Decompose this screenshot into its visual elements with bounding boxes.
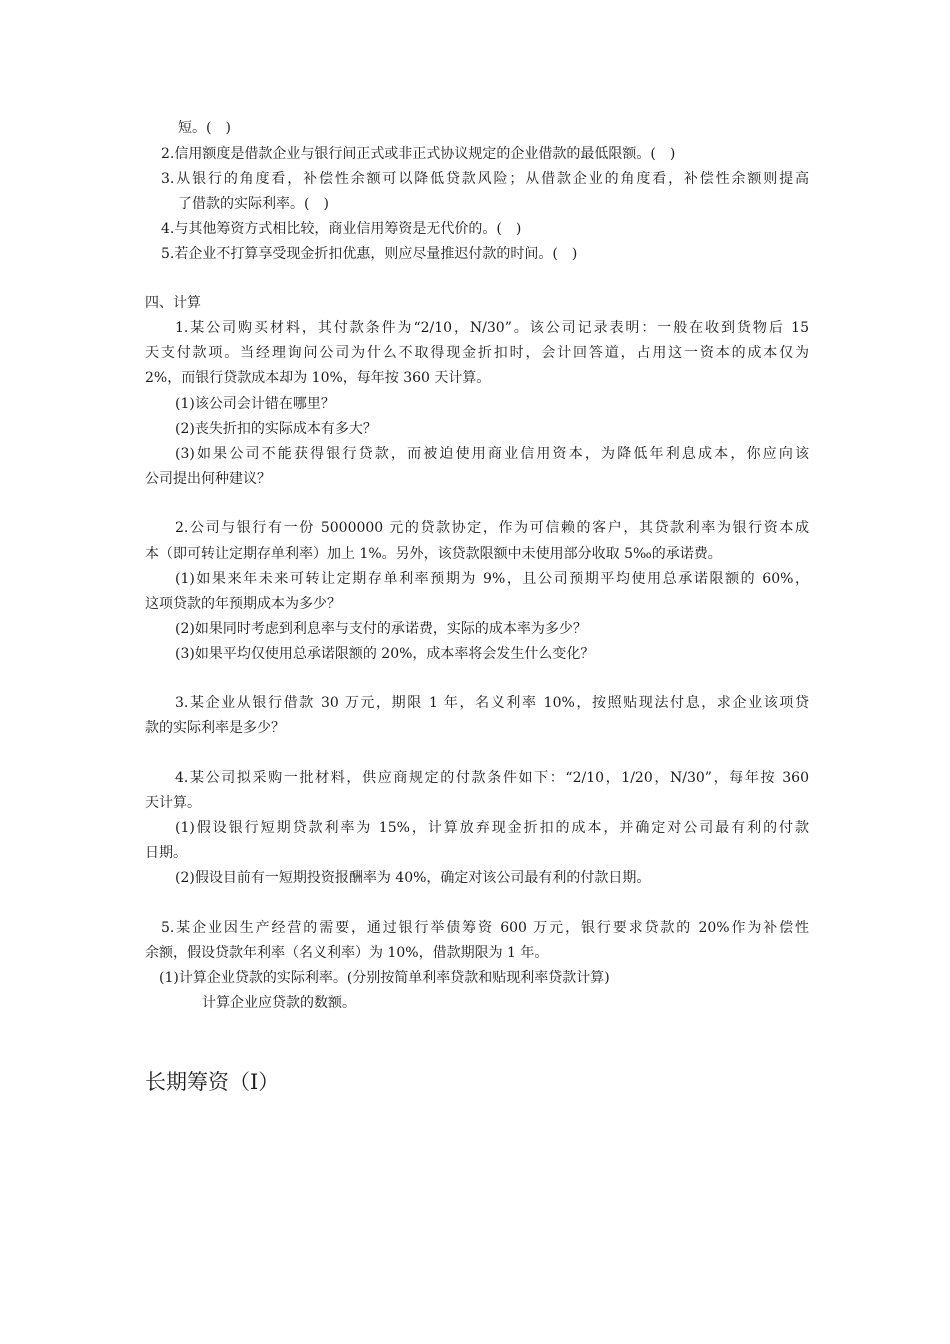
tf-item-1-tail: 短。( ) (178, 120, 231, 136)
tf-item-5: 5.若企业不打算享受现金折扣优惠，则应尽量推迟付款的时间。( ) (161, 246, 578, 262)
tf-item-3-line-2: 了借款的实际利率。( ) (178, 196, 329, 212)
section-title-long-term-financing: 长期筹资（Ⅰ） (145, 1070, 280, 1094)
q2-line-1: 2.公司与银行有一份 5000000 元的贷款协定，作为可信赖的客户，其贷款利率为银行资本成 (175, 520, 809, 536)
q4-sub-2: (2)假设目前有一短期投资报酬率为 40%，确定对该公司最有利的付款日期。 (175, 870, 651, 886)
q4-line-2: 天计算。 (145, 795, 201, 811)
q4-sub-1-line-2: 日期。 (145, 845, 187, 861)
q1-line-3: 2%，而银行贷款成本却为 10%，每年按 360 天计算。 (145, 370, 491, 386)
section-heading-calc: 四、计算 (145, 295, 201, 311)
q5-sub-1: (1)计算企业贷款的实际利率。(分别按简单利率贷款和贴现利率贷款计算) (159, 970, 610, 986)
q1-sub-3-line-1: (3)如果公司不能获得银行贷款，而被迫使用商业信用资本，为降低年利息成本，你应向该 (175, 446, 809, 462)
q1-line-2: 天支付款项。当经理询问公司为什么不取得现金折扣时，会计回答道，占用这一资本的成本仅为 (145, 345, 809, 361)
q3-line-1: 3.某企业从银行借款 30 万元，期限 1 年，名义利率 10%，按照贴现法付息，求企业该项贷 (175, 695, 809, 711)
q2-sub-3: (3)如果平均仅使用总承诺限额的 20%，成本率将会发生什么变化？ (175, 646, 595, 662)
q1-line-1: 1.某公司购买材料，其付款条件为“2/10，N/30”。该公司记录表明：一般在收到货物后 15 (175, 320, 809, 336)
q5-line-1: 5.某企业因生产经营的需要，通过银行举债筹资 600 万元，银行要求贷款的 20%作为补偿性 (161, 920, 809, 936)
q5-sub-2: 计算企业应贷款的数额。 (202, 995, 356, 1011)
tf-item-2: 2.信用额度是借款企业与银行间正式或非正式协议规定的企业借款的最低限额。( ) (161, 146, 676, 162)
q1-sub-2: (2)丧失折扣的实际成本有多大？ (175, 421, 377, 437)
q4-sub-1-line-1: (1)假设银行短期贷款利率为 15%，计算放弃现金折扣的成本，并确定对公司最有利的付款 (175, 820, 809, 836)
tf-item-3-line-1: 3.从银行的角度看，补偿性余额可以降低贷款风险；从借款企业的角度看，补偿性余额则提高 (161, 171, 809, 187)
q2-sub-2: (2)如果同时考虑到利息率与支付的承诺费，实际的成本率为多少？ (175, 621, 587, 637)
q2-line-2: 本（即可转让定期存单利率）加上 1%。另外，该贷款限额中未使用部分收取 5‰的承诺费。 (145, 546, 722, 562)
q2-sub-1-line-1: (1)如果来年未来可转让定期存单利率预期为 9%，且公司预期平均使用总承诺限额的 60%， (175, 571, 809, 587)
q5-line-2: 余额，假设贷款年利率（名义利率）为 10%，借款期限为 1 年。 (145, 945, 549, 961)
q1-sub-1: (1)该公司会计错在哪里？ (175, 396, 335, 412)
q3-line-2: 款的实际利率是多少？ (145, 720, 285, 736)
q2-sub-1-line-2: 这项贷款的年预期成本为多少？ (145, 596, 341, 612)
tf-item-4: 4.与其他筹资方式相比较，商业信用筹资是无代价的。( ) (161, 221, 522, 237)
q1-sub-3-line-2: 公司提出何种建议？ (145, 471, 271, 487)
q4-line-1: 4.某公司拟采购一批材料，供应商规定的付款条件如下：“2/10，1/20，N/30”，每年按 360 (175, 770, 809, 786)
